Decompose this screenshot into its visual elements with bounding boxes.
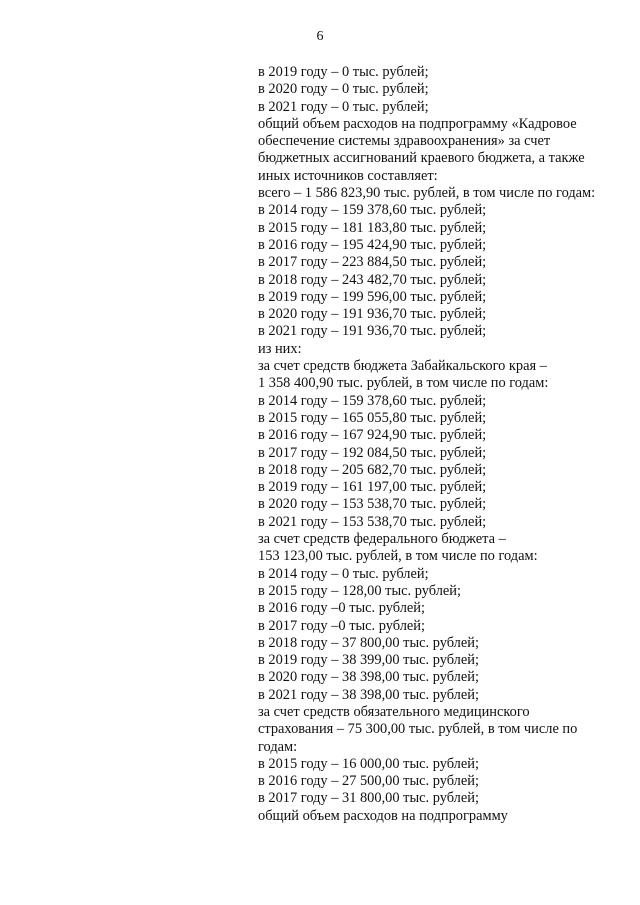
text-line: в 2021 году – 191 936,70 тыс. рублей; bbox=[258, 323, 487, 340]
text-line: из них: bbox=[258, 340, 302, 357]
text-line: всего – 1 586 823,90 тыс. рублей, в том числе по годам: bbox=[258, 185, 596, 202]
text-line: бюджетных ассигнований краевого бюджета, а также bbox=[258, 150, 585, 167]
text-line: в 2015 году – 181 183,80 тыс. рублей; bbox=[258, 219, 487, 236]
text-line: в 2018 году – 37 800,00 тыс. рублей; bbox=[258, 634, 479, 651]
text-line: в 2016 году – 167 924,90 тыс. рублей; bbox=[258, 427, 487, 444]
text-line: в 2015 году – 16 000,00 тыс. рублей; bbox=[258, 755, 479, 772]
text-line: общий объем расходов на подпрограмму «Кадровое bbox=[258, 115, 577, 132]
text-line: в 2014 году – 0 тыс. рублей; bbox=[258, 565, 429, 582]
text-line: в 2017 году – 223 884,50 тыс. рублей; bbox=[258, 254, 487, 271]
text-line: в 2020 году – 0 тыс. рублей; bbox=[258, 81, 429, 98]
text-line: 153 123,00 тыс. рублей, в том числе по годам: bbox=[258, 548, 538, 565]
text-line: страхования – 75 300,00 тыс. рублей, в том числе по bbox=[258, 721, 578, 738]
text-line: в 2018 году – 205 682,70 тыс. рублей; bbox=[258, 461, 487, 478]
text-line: в 2015 году – 165 055,80 тыс. рублей; bbox=[258, 409, 487, 426]
text-line: в 2021 году – 38 398,00 тыс. рублей; bbox=[258, 686, 479, 703]
text-line: в 2016 году – 195 424,90 тыс. рублей; bbox=[258, 236, 487, 253]
text-line: в 2016 году –0 тыс. рублей; bbox=[258, 600, 425, 617]
text-line: в 2014 году – 159 378,60 тыс. рублей; bbox=[258, 202, 487, 219]
text-line: обеспечение системы здравоохранения» за счет bbox=[258, 133, 551, 150]
text-line: в 2017 году – 31 800,00 тыс. рублей; bbox=[258, 790, 479, 807]
text-line: общий объем расходов на подпрограмму bbox=[258, 807, 508, 824]
text-line: в 2014 году – 159 378,60 тыс. рублей; bbox=[258, 392, 487, 409]
text-line: в 2017 году – 192 084,50 тыс. рублей; bbox=[258, 444, 487, 461]
text-line: 1 358 400,90 тыс. рублей, в том числе по годам: bbox=[258, 375, 549, 392]
text-line: в 2019 году – 0 тыс. рублей; bbox=[258, 64, 429, 80]
text-line: в 2020 году – 153 538,70 тыс. рублей; bbox=[258, 496, 487, 513]
text-line: в 2016 году – 27 500,00 тыс. рублей; bbox=[258, 773, 479, 790]
text-line: в 2017 году –0 тыс. рублей; bbox=[258, 617, 425, 634]
text-line: в 2021 году – 0 тыс. рублей; bbox=[258, 98, 429, 115]
text-line: за счет средств бюджета Забайкальского края – bbox=[258, 358, 547, 375]
document-body bbox=[258, 64, 618, 825]
text-line: в 2018 году – 243 482,70 тыс. рублей; bbox=[258, 271, 487, 288]
text-line: иных источников составляет: bbox=[258, 167, 438, 184]
text-line: за счет средств обязательного медицинского bbox=[258, 703, 530, 720]
text-line: за счет средств федерального бюджета – bbox=[258, 531, 506, 548]
text-line: в 2020 году – 191 936,70 тыс. рублей; bbox=[258, 306, 487, 323]
text-line: в 2019 году – 161 197,00 тыс. рублей; bbox=[258, 479, 487, 496]
text-line: в 2021 году – 153 538,70 тыс. рублей; bbox=[258, 513, 487, 530]
text-line: в 2019 году – 199 596,00 тыс. рублей; bbox=[258, 288, 487, 305]
text-line: годам: bbox=[258, 738, 298, 755]
text-line: в 2015 году – 128,00 тыс. рублей; bbox=[258, 582, 461, 599]
page-number: 6 bbox=[316, 29, 324, 44]
text-line: в 2020 году – 38 398,00 тыс. рублей; bbox=[258, 669, 479, 686]
text-line: в 2019 году – 38 399,00 тыс. рублей; bbox=[258, 652, 479, 669]
